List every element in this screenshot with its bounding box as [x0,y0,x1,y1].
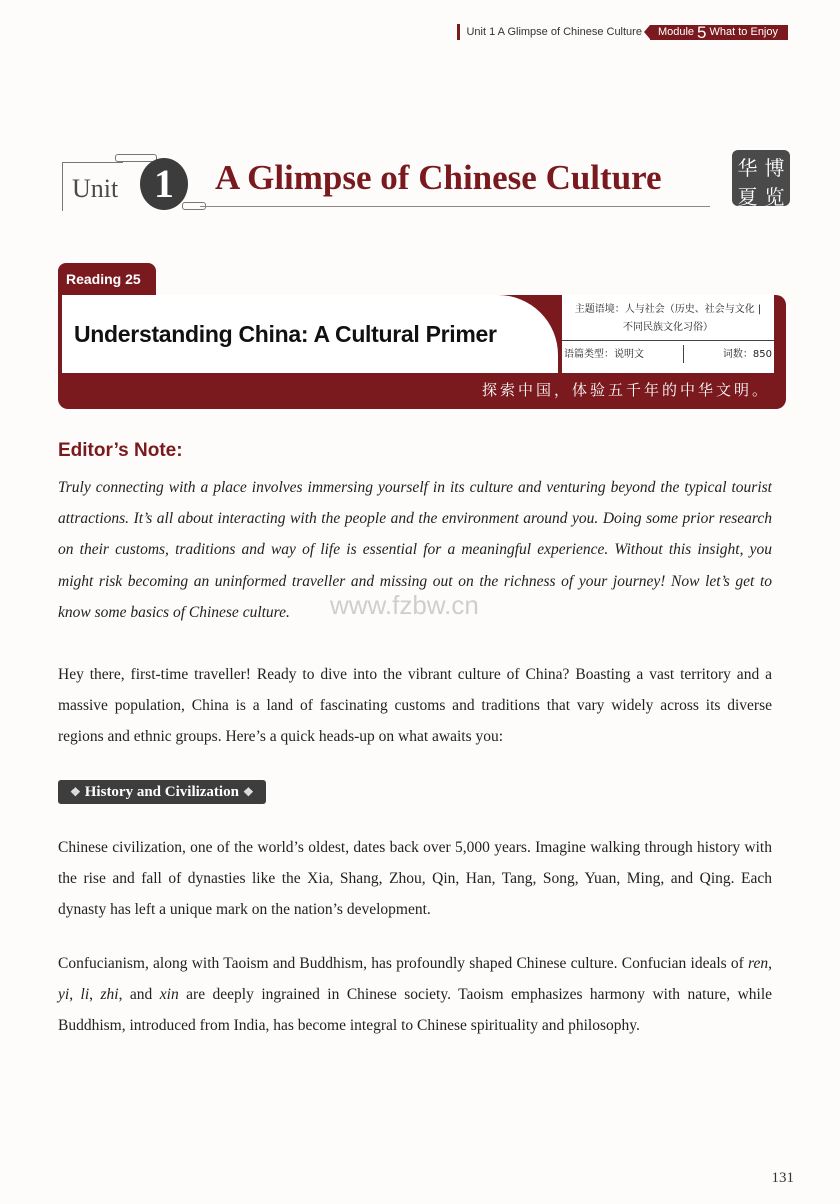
reading-tab: Reading 25 [58,263,156,295]
page-number: 131 [771,1170,794,1186]
reading-frame [58,295,786,409]
seal-char: 夏 [737,187,758,209]
history-paragraph: Chinese civilization, one of the world’s oldest, dates back over 5,000 years. Imagine walking through history with the rise and fall of dynasties like the Xia, Shang, Zhou, Qin, Han, Tang, Song, Yuan, Ming, and Qing. Each dynasty has left a unique mark on the nation’s development. [58,839,772,919]
meta-row [562,341,774,363]
theme-context [562,295,774,337]
section-heading-badge [58,780,266,804]
seal-char: 览 [764,187,785,209]
unit-heading: A Glimpse of Chinese Culture [215,158,662,197]
paragraph-text: Confucianism, along with Taoism and Buddhism, has profoundly shaped Chinese culture. Confucian ideals of [58,955,749,972]
ornament-icon: ❖ [242,785,254,799]
word-count: 词数：850 [722,349,772,360]
section-title: History and Civilization [84,784,239,800]
intro-paragraph: Hey there, first-time traveller! Ready to dive into the vibrant culture of China? Boasting a vast territory and a massive population, China is a land of fascinating customs and traditions that vary widely across its diverse regions and ethnic groups. Here’s a quick heads-up on what awaits you: [58,666,772,746]
module-number: 5 [697,22,707,42]
editor-note-text: Truly connecting with a place involves immersing yourself in its culture and venturing beyond the typical tourist attractions. It’s all about interacting with the people and the environment around you. Doing some prior research on their customs, traditions and way of life is essential for a meaningful experience. Without this insight, you might risk becoming an uninformed traveller and missing out on the richness of your journey! Now let’s get to know some basics of Chinese culture. [58,479,772,621]
editor-note-heading: Editor’s Note: [58,440,183,461]
reading-title: Understanding China: A Cultural Primer [74,321,497,347]
running-header [457,24,788,40]
reading-slogan: 探索中国，体验五千年的中华文明。 [481,381,770,399]
header-accent-bar [457,24,460,40]
running-header-unit: Unit 1 A Glimpse of Chinese Culture [466,26,642,38]
philosophy-paragraph: Confucianism, along with Taoism and Buddhism, has profoundly shaped Chinese culture. Confucian ideals of ren, yi, li, zhi, and xin are deeply ingrained in Chinese society. Taoism emphasizes harmony with nature, while Buddhism, introduced from India, has become integral to Chinese spirituality and philosophy. [58,955,773,1035]
module-title: What to Enjoy [709,25,778,38]
unit-label: Unit [72,174,119,203]
seal-stamp-icon [732,150,790,209]
reading-banner [58,263,786,409]
seal-char: 博 [764,158,785,180]
term: xin [159,986,179,1004]
unit-number: 1 [140,158,188,210]
theme-line-2: 不同民族文化习俗） [623,322,713,333]
term: ren [748,955,769,972]
paragraph-text: are deeply ingrained in Chinese society. Taoism emphasizes harmony with nature, while Buddhism, introduced from India, has become integral to Chinese spirituality and philosophy. [58,986,773,1035]
reading-title-panel [62,295,558,373]
genre: 语篇类型：说明文 [564,349,644,360]
module-label: Module [657,25,695,38]
watermark: www.fzbw.cn [330,590,479,620]
meta-vertical-divider [683,345,684,363]
reading-meta [562,295,774,373]
term: li [80,986,90,1004]
title-underline [200,206,710,207]
theme-line-1: 主题语境：人与社会（历史、社会与文化 | [574,304,762,315]
module-badge [650,22,788,42]
seal-char: 华 [737,158,758,180]
ornament-icon: ❖ [70,785,81,799]
unit-title-banner [60,148,790,214]
term: zhi [100,986,119,1004]
term: yi [58,986,70,1004]
